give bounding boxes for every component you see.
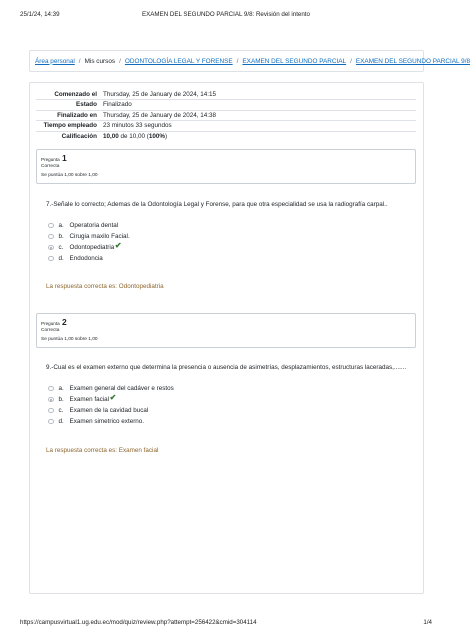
radio-checked-icon <box>48 397 54 403</box>
question-number-value: 2 <box>62 317 67 327</box>
radio-icon <box>48 223 54 229</box>
breadcrumb-separator: / <box>350 57 352 65</box>
answer-text: Odontopediatria <box>69 244 115 251</box>
summary-row-grade <box>36 131 416 142</box>
radio-icon <box>48 408 54 414</box>
print-url: https://campusvirtual1.ug.edu.ec/mod/quiz/review.php?attempt=256422&cmid=304114 <box>20 619 257 626</box>
answer-letter: d. <box>58 418 64 425</box>
breadcrumb <box>29 50 470 72</box>
question-2-feedback: La respuesta correcta es: Examen facial <box>46 447 159 454</box>
question-grade: Se puntúa 1,00 sobre 1,00 <box>41 173 98 178</box>
radio-icon <box>48 419 54 425</box>
quiz-review-region <box>29 82 424 594</box>
answer-text: Cirugia maxilo Facial. <box>69 233 130 240</box>
breadcrumb-item-mis-cursos: Mis cursos <box>84 57 116 65</box>
grade-percent: 100% <box>148 133 165 140</box>
print-title: EXAMEN DEL SEGUNDO PARCIAL 9/8: Revisión del intento <box>142 11 310 18</box>
answer-text: Examen de la cavidad bucal <box>69 407 149 414</box>
answer-option-selected <box>48 242 130 253</box>
question-1-feedback: La respuesta correcta es: Odontopediatria <box>46 283 164 290</box>
answer-letter: a. <box>58 222 64 229</box>
summary-label: Calificación <box>61 133 97 140</box>
question-1-text: 7.-Señale lo correcto; Ademas de la Odontología Legal y Forense, para que otra especialidad se usa la radiografía carpal.. <box>46 201 388 208</box>
answer-text: Examen general del cadáver e restos <box>69 385 174 392</box>
question-state: Correcta <box>41 164 60 169</box>
summary-value: Thursday, 25 de January de 2024, 14:38 <box>103 111 216 119</box>
question-number-value: 1 <box>62 153 67 163</box>
question-label: Pregunta <box>41 157 60 162</box>
grade-score: 10,00 <box>103 133 119 140</box>
print-date: 25/1/24, 14:39 <box>20 11 60 18</box>
answer-text: Operatoria dental <box>69 222 119 229</box>
summary-label: Tiempo empleado <box>43 122 97 130</box>
question-number <box>41 317 411 328</box>
answer-letter: b. <box>58 233 64 240</box>
answer-letter: c. <box>58 244 64 251</box>
radio-icon <box>48 386 54 392</box>
answer-letter: a. <box>58 385 64 392</box>
question-1-info <box>36 149 416 184</box>
question-2-text: 9.-Cual es el examen externo que determina la presencia o ausencia de asimetrías, desplazamientos, estructuras laceradas,....... <box>46 364 407 371</box>
answer-option <box>48 220 130 231</box>
question-1-answers <box>48 220 130 264</box>
answer-option-selected <box>48 394 174 405</box>
breadcrumb-item-section[interactable]: EXAMEN DEL SEGUNDO PARCIAL <box>242 57 347 65</box>
answer-option <box>48 405 174 416</box>
check-icon: ✔ <box>109 392 117 402</box>
answer-letter: c. <box>58 407 64 414</box>
answer-text: Examen simetrico externo. <box>69 418 145 425</box>
answer-letter: d. <box>58 255 64 262</box>
grade-close: ) <box>164 133 168 140</box>
answer-letter: b. <box>58 396 64 403</box>
breadcrumb-separator: / <box>236 57 239 65</box>
answer-option <box>48 416 174 427</box>
question-state: Correcta <box>41 328 60 333</box>
question-grade: Se puntúa 1,00 sobre 1,00 <box>41 337 98 342</box>
breadcrumb-item-quiz[interactable]: EXAMEN DEL SEGUNDO PARCIAL 9/8 <box>355 57 470 65</box>
summary-row-time-taken <box>36 121 416 132</box>
attempt-summary-table <box>36 89 416 142</box>
print-header <box>20 11 432 21</box>
summary-row-state <box>36 100 416 111</box>
question-2-info <box>36 313 416 348</box>
answer-text: Endodoncia <box>69 255 103 262</box>
answer-option <box>48 253 130 264</box>
summary-value: 23 minutos 33 segundos <box>103 122 172 130</box>
radio-icon <box>48 256 54 262</box>
radio-checked-icon <box>48 245 54 251</box>
summary-label: Comenzado el <box>54 90 97 98</box>
question-number <box>41 153 411 164</box>
summary-label: Finalizado en <box>57 111 97 119</box>
breadcrumb-separator: / <box>78 57 81 65</box>
check-icon: ✔ <box>114 240 122 250</box>
summary-value: Finalizado <box>103 101 132 109</box>
grade-of: de 10,00 ( <box>118 133 149 140</box>
question-label: Pregunta <box>41 321 60 326</box>
summary-label: Estado <box>76 101 97 109</box>
print-page-number: 1/4 <box>423 619 432 626</box>
print-footer <box>20 619 432 629</box>
summary-row-started <box>36 89 416 100</box>
summary-row-finished <box>36 110 416 121</box>
summary-grade-value <box>102 131 416 142</box>
question-2-answers <box>48 383 174 427</box>
breadcrumb-item-area-personal[interactable]: Área personal <box>35 57 75 65</box>
summary-value: Thursday, 25 de January de 2024, 14:15 <box>103 90 216 98</box>
breadcrumb-item-course[interactable]: ODONTOLOGÍA LEGAL Y FORENSE <box>124 57 233 65</box>
answer-text: Examen facial <box>69 396 110 403</box>
breadcrumb-separator: / <box>119 57 121 65</box>
radio-icon <box>48 234 54 240</box>
